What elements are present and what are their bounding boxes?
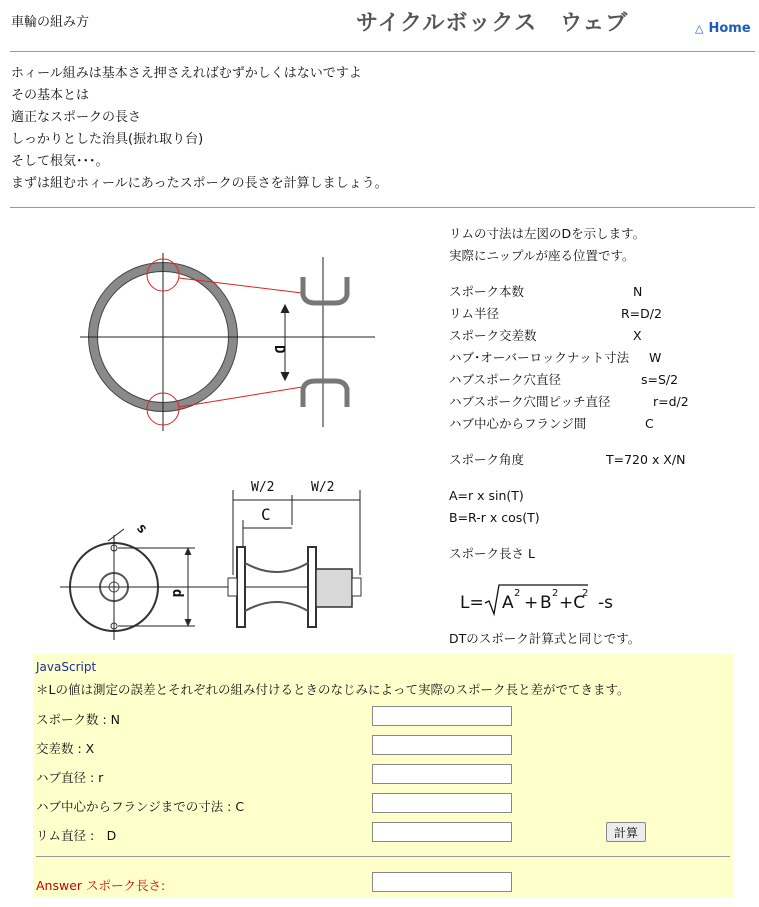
triangle-up-icon: △ xyxy=(695,22,704,35)
calculator-panel xyxy=(33,654,733,898)
ab-formulas xyxy=(449,485,540,529)
cross-count-input[interactable] xyxy=(372,735,512,755)
rim-note-line: 実際にニップルが座る位置です。 xyxy=(449,248,635,263)
variable-symbol: X xyxy=(633,328,642,343)
intro-divider xyxy=(10,207,755,208)
formula-b: B=R-r x cos(T) xyxy=(449,510,540,525)
wheel-hub-diagram xyxy=(40,245,400,645)
field-label-cross: 交差数 : X xyxy=(36,741,95,756)
intro-line: そして根気･･･。 xyxy=(11,154,109,169)
answer-label: Answer スポーク長さ: xyxy=(36,878,166,893)
half-width-right-label: W/2 xyxy=(311,480,335,495)
flange-distance-input[interactable] xyxy=(372,793,512,813)
pitch-diameter-label: d xyxy=(169,589,185,598)
field-row-flange xyxy=(33,793,733,822)
spoke-length-formula xyxy=(458,581,638,621)
formula-exp: 2 xyxy=(582,588,589,599)
variable-symbol: r=d/2 xyxy=(653,394,689,409)
variable-symbol: C xyxy=(645,416,654,431)
intro-line: ホィール組みは基本さえ押さえればむずかしくはないですよ xyxy=(11,66,362,81)
intro-line: まずは組むホィールにあったスポークの長さを計算しましょう。 xyxy=(11,176,388,191)
variable-label: ハブ･オーバーロックナット寸法 xyxy=(449,350,630,365)
intro-line: その基本とは xyxy=(11,88,90,103)
field-label-flange: ハブ中心からフランジまでの寸法 : C xyxy=(36,799,245,814)
formula-minus-s: -s xyxy=(598,593,613,613)
variable-label: ハブスポーク穴間ピッチ直径 xyxy=(449,394,611,409)
spoke-count-input[interactable] xyxy=(372,706,512,726)
angle-formula: T=720 x X/N xyxy=(606,452,686,467)
page-title: 車輪の組み方 xyxy=(11,15,90,30)
angle-label: スポーク角度 xyxy=(449,452,525,467)
formula-a: A=r x sin(T) xyxy=(449,488,524,503)
field-row-spokes xyxy=(33,706,733,735)
answer-row xyxy=(33,872,733,901)
intro-line: 適正なスポークの長さ xyxy=(11,110,142,125)
field-label-spokes: スポーク数 : N xyxy=(36,712,121,727)
variable-list xyxy=(449,281,749,435)
flange-distance-label: C xyxy=(261,505,271,524)
rim-note xyxy=(449,223,645,267)
field-row-hub-diameter xyxy=(33,764,733,793)
hub-side-drawing xyxy=(228,490,361,627)
variable-symbol: R=D/2 xyxy=(621,306,662,321)
formula-c-term: +C xyxy=(559,593,586,613)
home-link[interactable] xyxy=(695,21,751,36)
variable-label: ハブスポーク穴直径 xyxy=(449,372,562,387)
javascript-label: JavaScript xyxy=(36,660,97,674)
field-row-cross xyxy=(33,735,733,764)
field-label-hub-diameter: ハブ直径 : r xyxy=(36,770,104,785)
formula-b-term: B xyxy=(540,593,552,613)
hub-front-drawing xyxy=(60,529,340,640)
answer-output[interactable] xyxy=(372,872,512,892)
rim-diameter-input[interactable] xyxy=(372,822,512,842)
angle-row xyxy=(449,449,749,471)
hub-diameter-input[interactable] xyxy=(372,764,512,784)
header-divider xyxy=(10,51,755,52)
rim-diameter-label: D xyxy=(271,345,287,354)
intro-line: しっかりとした治具(振れ取り台) xyxy=(11,132,204,147)
spoke-hole-label: s xyxy=(132,520,151,538)
variable-label: ハブ中心からフランジ間 xyxy=(449,416,587,431)
dt-note: DTのスポーク計算式と同じです。 xyxy=(449,631,641,646)
rim-note-line: リムの寸法は左図のDを示します。 xyxy=(449,226,646,241)
intro-text xyxy=(11,63,388,195)
formula-exp: 2 xyxy=(514,588,521,599)
variable-label: スポーク本数 xyxy=(449,284,525,299)
variable-symbol: W xyxy=(649,350,662,365)
home-label: Home xyxy=(708,21,751,36)
rim-drawing xyxy=(80,253,375,431)
calc-note: ＊Lの値は測定の誤差とそれぞれの組み付けるときのなじみによって実際のスポーク長と差がでてきます。 xyxy=(36,682,630,697)
variable-label: リム半径 xyxy=(449,306,500,321)
variable-label: スポーク交差数 xyxy=(449,328,537,343)
length-label: スポーク長さ L xyxy=(449,546,535,561)
formula-exp: 2 xyxy=(552,588,559,599)
formula-l: L= xyxy=(460,593,484,613)
calculate-button[interactable]: 計算 xyxy=(606,822,646,842)
formula-plus: + xyxy=(524,593,539,613)
site-title: サイクルボックス ウェブ xyxy=(356,11,629,36)
variable-symbol: s=S/2 xyxy=(641,372,679,387)
field-label-rim-diameter: リム直径 : D xyxy=(36,828,117,843)
variable-symbol: N xyxy=(633,284,643,299)
formula-a-term: A xyxy=(502,593,514,613)
half-width-left-label: W/2 xyxy=(251,480,275,495)
calc-divider xyxy=(36,856,730,857)
